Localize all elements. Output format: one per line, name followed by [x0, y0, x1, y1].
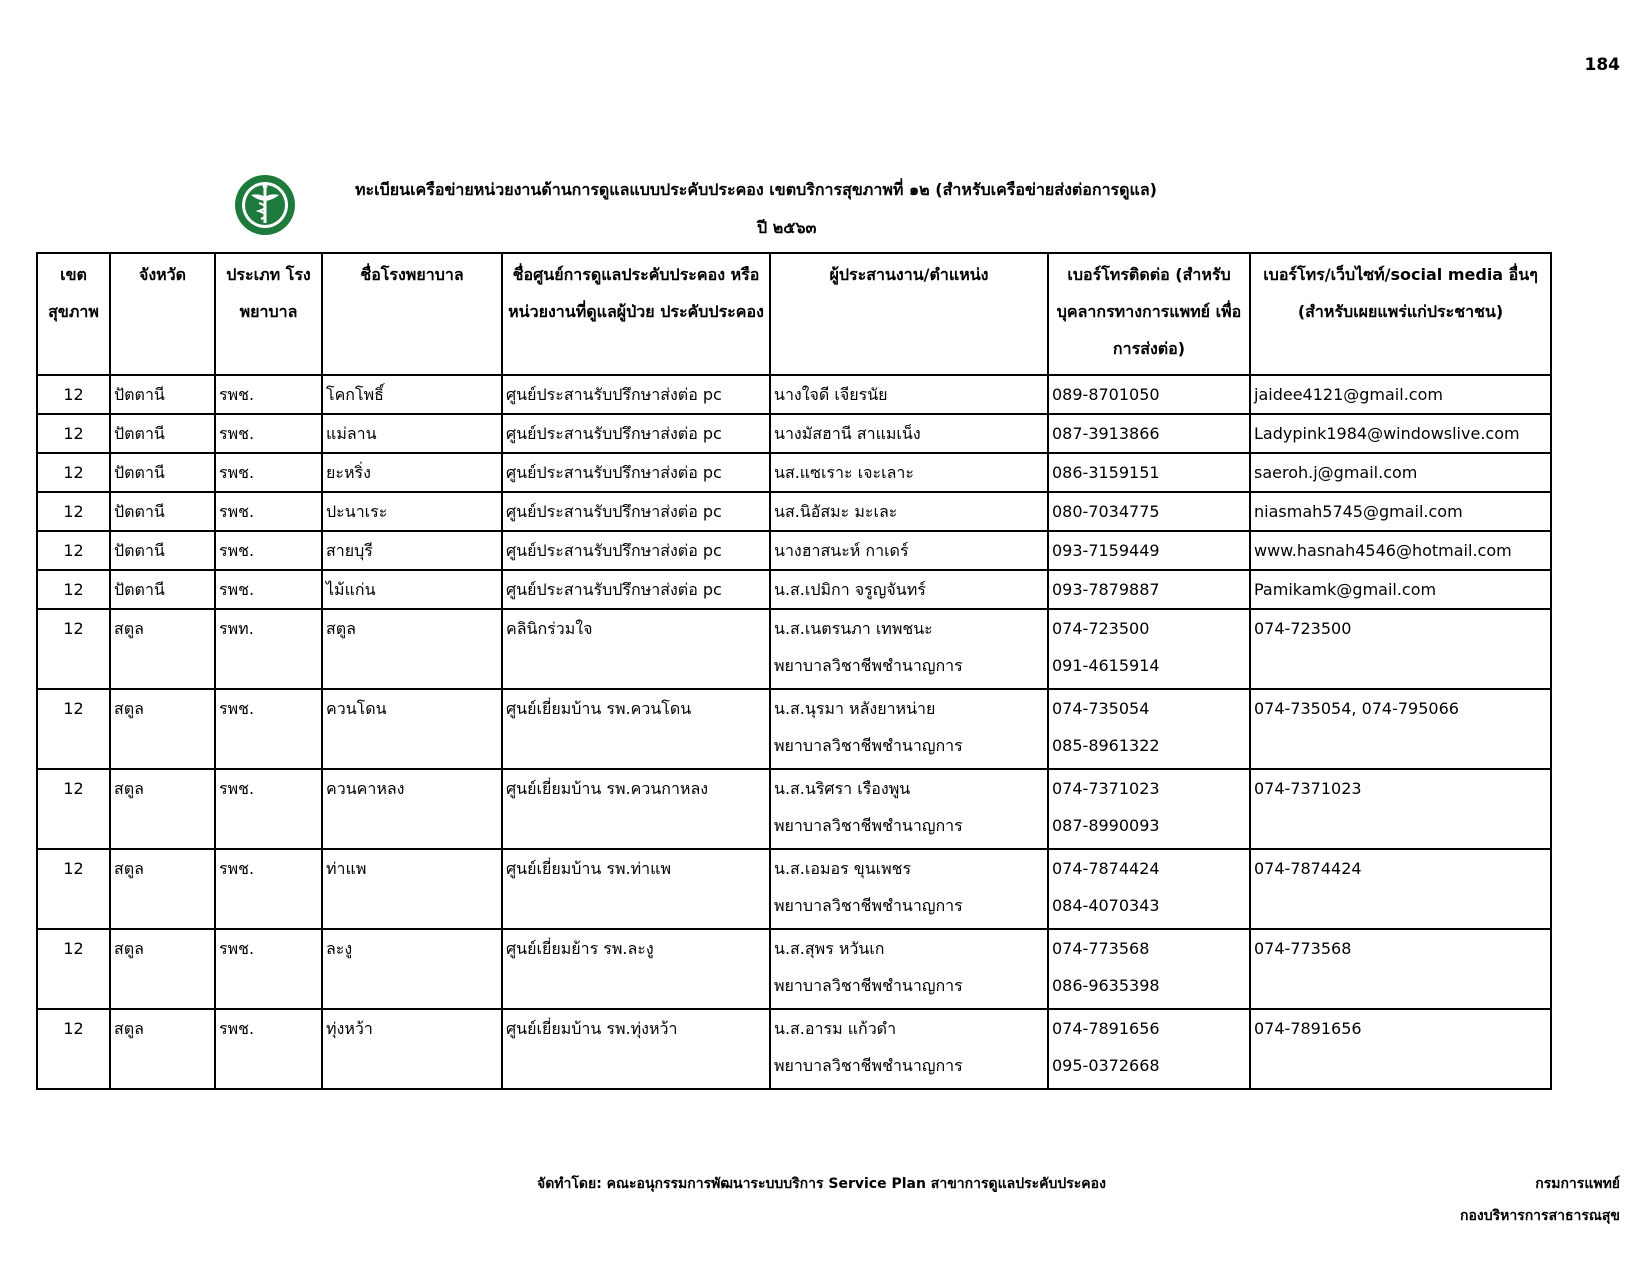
cell-hospital-type-text: รพช.: [219, 859, 255, 878]
cell-public-contact: [1250, 375, 1551, 414]
cell-public-contact-text: 074-7891656: [1254, 1019, 1362, 1038]
ministry-seal-icon: [233, 173, 297, 237]
cell-hospital-name-text: แม่ลาน: [326, 424, 377, 443]
cell-province: [110, 849, 215, 929]
cell-zone: [37, 492, 110, 531]
cell-public-contact: [1250, 609, 1551, 689]
cell-zone: [37, 414, 110, 453]
cell-center: [502, 570, 770, 609]
cell-hospital-name-text: สายบุรี: [326, 541, 373, 560]
cell-public-contact: [1250, 492, 1551, 531]
cell-hospital-name-text: ควนคาหลง: [326, 779, 405, 798]
cell-public-contact: [1250, 929, 1551, 1009]
cell-zone-text: 12: [63, 424, 84, 443]
cell-public-contact-text: Pamikamk@gmail.com: [1254, 580, 1437, 599]
table-row: [37, 609, 1551, 689]
cell-medical-phone-text: 093-7159449: [1052, 541, 1160, 560]
cell-center-text: ศูนย์ประสานรับปรึกษาส่งต่อ pc: [506, 502, 722, 521]
cell-center: [502, 609, 770, 689]
table-row: [37, 414, 1551, 453]
cell-center: [502, 414, 770, 453]
cell-coordinator-text: พยาบาลวิชาชีพชำนาญการ: [774, 816, 963, 835]
table-row: [37, 570, 1551, 609]
cell-hospital-name-text: ยะหริ่ง: [326, 463, 371, 482]
cell-hospital-type: [215, 414, 322, 453]
cell-coordinator: [770, 414, 1048, 453]
footer-prepared-by: จัดทำโดย: คณะอนุกรรมการพัฒนาระบบบริการ Service Plan สาขาการดูแลประคับประคอง: [537, 1176, 1106, 1192]
cell-zone: [37, 609, 110, 689]
cell-medical-phone-text: 074-723500: [1052, 619, 1150, 638]
cell-hospital-name: [322, 414, 502, 453]
table-header-row: [37, 253, 1551, 375]
cell-province: [110, 531, 215, 570]
cell-medical-phone-text: 080-7034775: [1052, 502, 1160, 521]
cell-coordinator-text: พยาบาลวิชาชีพชำนาญการ: [774, 656, 963, 675]
cell-zone: [37, 375, 110, 414]
cell-center: [502, 849, 770, 929]
cell-coordinator: [770, 570, 1048, 609]
table-row: [37, 492, 1551, 531]
cell-hospital-type-text: รพช.: [219, 779, 255, 798]
cell-zone: [37, 769, 110, 849]
cell-hospital-name: [322, 570, 502, 609]
cell-center: [502, 689, 770, 769]
cell-coordinator-text: น.ส.เปมิกา จรูญจันทร์: [774, 580, 926, 599]
cell-province: [110, 453, 215, 492]
cell-province-text: ปัตตานี: [114, 541, 165, 560]
cell-medical-phone: [1048, 492, 1250, 531]
cell-public-contact-text: 074-7371023: [1254, 779, 1362, 798]
cell-zone: [37, 849, 110, 929]
header-medical-phone: เบอร์โทรติดต่อ (สำหรับ บุคลากรทางการแพทย์ เพื่อการส่งต่อ): [1048, 253, 1250, 375]
cell-province-text: สตูล: [114, 1019, 144, 1038]
cell-zone: [37, 453, 110, 492]
cell-public-contact: [1250, 1009, 1551, 1089]
cell-hospital-type: [215, 849, 322, 929]
cell-province-text: สตูล: [114, 699, 144, 718]
cell-public-contact-text: www.hasnah4546@hotmail.com: [1254, 541, 1512, 560]
cell-medical-phone-text: 086-9635398: [1052, 976, 1160, 995]
header-hospital-name: ชื่อโรงพยาบาล: [322, 253, 502, 375]
cell-province-text: สตูล: [114, 859, 144, 878]
footer-division: กองบริหารการสาธารณสุข: [1459, 1208, 1620, 1224]
cell-hospital-name: [322, 689, 502, 769]
table-row: [37, 453, 1551, 492]
cell-hospital-type-text: รพช.: [219, 699, 255, 718]
cell-hospital-type: [215, 689, 322, 769]
table-row: [37, 531, 1551, 570]
cell-coordinator: [770, 1009, 1048, 1089]
cell-medical-phone-text: 074-7891656: [1052, 1019, 1160, 1038]
cell-coordinator-text: น.ส.เอมอร ขุนเพชร: [774, 859, 912, 878]
cell-coordinator: [770, 849, 1048, 929]
cell-center: [502, 531, 770, 570]
cell-public-contact: [1250, 769, 1551, 849]
cell-medical-phone-text: 074-773568: [1052, 939, 1150, 958]
cell-hospital-type: [215, 769, 322, 849]
cell-province: [110, 414, 215, 453]
cell-public-contact: [1250, 689, 1551, 769]
cell-coordinator-text: น.ส.อารม แก้วดำ: [774, 1019, 897, 1038]
cell-coordinator-text: นางฮาสนะห์ กาเดร์: [774, 541, 909, 560]
cell-medical-phone: [1048, 609, 1250, 689]
cell-public-contact-text: saeroh.j@gmail.com: [1254, 463, 1418, 482]
cell-medical-phone-text: 091-4615914: [1052, 656, 1160, 675]
cell-medical-phone-text: 074-7371023: [1052, 779, 1160, 798]
cell-medical-phone-text: 095-0372668: [1052, 1056, 1160, 1075]
cell-hospital-name-text: ละงู: [326, 939, 353, 958]
cell-center-text: ศูนย์ประสานรับปรึกษาส่งต่อ pc: [506, 541, 722, 560]
cell-hospital-name: [322, 769, 502, 849]
cell-coordinator: [770, 769, 1048, 849]
table-row: [37, 375, 1551, 414]
cell-hospital-type: [215, 375, 322, 414]
cell-coordinator-text: นส.แซเราะ เจะเลาะ: [774, 463, 914, 482]
cell-zone: [37, 689, 110, 769]
cell-zone: [37, 531, 110, 570]
cell-hospital-type-text: รพช.: [219, 385, 255, 404]
cell-zone-text: 12: [63, 580, 84, 599]
cell-public-contact: [1250, 570, 1551, 609]
cell-province: [110, 769, 215, 849]
cell-hospital-type: [215, 492, 322, 531]
cell-medical-phone-text: 093-7879887: [1052, 580, 1160, 599]
cell-medical-phone: [1048, 453, 1250, 492]
cell-hospital-type-text: รพช.: [219, 463, 255, 482]
cell-hospital-type-text: รพช.: [219, 424, 255, 443]
cell-hospital-name-text: ทุ่งหว้า: [326, 1019, 373, 1038]
cell-province-text: สตูล: [114, 619, 144, 638]
cell-hospital-name: [322, 375, 502, 414]
cell-coordinator-text: น.ส.นริศรา เรืองพูน: [774, 779, 911, 798]
cell-center-text: ศูนย์เยี่ยมบ้าน รพ.ทุ่งหว้า: [506, 1019, 678, 1038]
cell-coordinator: [770, 492, 1048, 531]
cell-hospital-name: [322, 1009, 502, 1089]
cell-zone-text: 12: [63, 859, 84, 878]
cell-medical-phone-text: 084-4070343: [1052, 896, 1160, 915]
cell-medical-phone: [1048, 929, 1250, 1009]
cell-hospital-type-text: รพท.: [219, 619, 254, 638]
cell-zone-text: 12: [63, 541, 84, 560]
cell-zone: [37, 1009, 110, 1089]
cell-province: [110, 570, 215, 609]
cell-center-text: ศูนย์ประสานรับปรึกษาส่งต่อ pc: [506, 580, 722, 599]
cell-center: [502, 492, 770, 531]
cell-public-contact-text: 074-7874424: [1254, 859, 1362, 878]
cell-zone-text: 12: [63, 1019, 84, 1038]
cell-hospital-type-text: รพช.: [219, 580, 255, 599]
cell-coordinator-text: พยาบาลวิชาชีพชำนาญการ: [774, 896, 963, 915]
cell-coordinator-text: พยาบาลวิชาชีพชำนาญการ: [774, 1056, 963, 1075]
table-row: [37, 769, 1551, 849]
cell-center-text: ศูนย์เยี่ยมบ้าน รพ.ควนกาหลง: [506, 779, 709, 798]
cell-zone-text: 12: [63, 699, 84, 718]
table-row: [37, 849, 1551, 929]
cell-zone-text: 12: [63, 463, 84, 482]
table-row: [37, 929, 1551, 1009]
cell-hospital-name: [322, 849, 502, 929]
cell-coordinator-text: พยาบาลวิชาชีพชำนาญการ: [774, 736, 963, 755]
cell-medical-phone: [1048, 570, 1250, 609]
cell-center-text: คลินิกร่วมใจ: [506, 619, 593, 638]
footer-department: กรมการแพทย์: [1535, 1176, 1620, 1192]
cell-hospital-type: [215, 453, 322, 492]
cell-zone-text: 12: [63, 385, 84, 404]
cell-medical-phone-text: 085-8961322: [1052, 736, 1160, 755]
cell-zone-text: 12: [63, 619, 84, 638]
cell-hospital-type: [215, 609, 322, 689]
cell-center: [502, 375, 770, 414]
cell-coordinator: [770, 929, 1048, 1009]
cell-public-contact-text: jaidee4121@gmail.com: [1254, 385, 1443, 404]
cell-coordinator-text: นางมัสฮานี สาแมเน็ง: [774, 424, 921, 443]
cell-hospital-name: [322, 492, 502, 531]
cell-hospital-type: [215, 531, 322, 570]
cell-province: [110, 609, 215, 689]
cell-province: [110, 689, 215, 769]
cell-coordinator: [770, 689, 1048, 769]
header-center: ชื่อศูนย์การดูแลประคับประคอง หรือ หน่วยงานที่ดูแลผู้ป่วย ประคับประคอง: [502, 253, 770, 375]
cell-medical-phone-text: 087-3913866: [1052, 424, 1160, 443]
cell-hospital-name: [322, 609, 502, 689]
cell-medical-phone: [1048, 414, 1250, 453]
cell-medical-phone-text: 074-7874424: [1052, 859, 1160, 878]
cell-hospital-type: [215, 929, 322, 1009]
cell-coordinator: [770, 609, 1048, 689]
cell-coordinator: [770, 375, 1048, 414]
registry-table: [36, 252, 1552, 1090]
cell-hospital-name-text: ควนโดน: [326, 699, 387, 718]
cell-hospital-name: [322, 453, 502, 492]
cell-medical-phone: [1048, 689, 1250, 769]
cell-hospital-type-text: รพช.: [219, 502, 255, 521]
cell-province: [110, 929, 215, 1009]
cell-public-contact: [1250, 414, 1551, 453]
cell-center: [502, 929, 770, 1009]
cell-center-text: ศูนย์ประสานรับปรึกษาส่งต่อ pc: [506, 385, 722, 404]
cell-province: [110, 492, 215, 531]
cell-center: [502, 1009, 770, 1089]
cell-public-contact-text: 074-723500: [1254, 619, 1352, 638]
header-province: จังหวัด: [110, 253, 215, 375]
cell-province-text: สตูล: [114, 779, 144, 798]
cell-medical-phone: [1048, 1009, 1250, 1089]
cell-province-text: สตูล: [114, 939, 144, 958]
cell-center-text: ศูนย์เยี่ยมบ้าน รพ.ควนโดน: [506, 699, 692, 718]
header-zone: เขต สุขภาพ: [37, 253, 110, 375]
cell-hospital-type-text: รพช.: [219, 939, 255, 958]
cell-hospital-name-text: สตูล: [326, 619, 356, 638]
cell-coordinator: [770, 531, 1048, 570]
cell-province-text: ปัตตานี: [114, 502, 165, 521]
cell-center-text: ศูนย์เยี่ยมย้าร รพ.ละงู: [506, 939, 654, 958]
cell-zone: [37, 570, 110, 609]
cell-zone-text: 12: [63, 779, 84, 798]
cell-center: [502, 453, 770, 492]
header-coordinator: ผู้ประสานงาน/ตำแหน่ง: [770, 253, 1048, 375]
cell-public-contact: [1250, 849, 1551, 929]
cell-zone-text: 12: [63, 502, 84, 521]
cell-hospital-name-text: ปะนาเระ: [326, 502, 388, 521]
cell-province: [110, 1009, 215, 1089]
cell-medical-phone-text: 089-8701050: [1052, 385, 1160, 404]
cell-hospital-type: [215, 570, 322, 609]
cell-coordinator-text: พยาบาลวิชาชีพชำนาญการ: [774, 976, 963, 995]
cell-hospital-name-text: ไม้แก่น: [326, 580, 376, 599]
cell-province: [110, 375, 215, 414]
cell-coordinator-text: นางใจดี เจียรนัย: [774, 385, 888, 404]
cell-medical-phone: [1048, 375, 1250, 414]
cell-province-text: ปัตตานี: [114, 385, 165, 404]
cell-public-contact-text: Ladypink1984@windowslive.com: [1254, 424, 1520, 443]
cell-hospital-name-text: โคกโพธิ์: [326, 385, 384, 404]
cell-hospital-name-text: ท่าแพ: [326, 859, 367, 878]
header-public-contact: เบอร์โทร/เว็บไซท์/social media อื่นๆ (สำหรับเผยแพร่แก่ประชาชน): [1250, 253, 1551, 375]
cell-medical-phone-text: 087-8990093: [1052, 816, 1160, 835]
cell-coordinator-text: นส.นิอัสมะ มะเละ: [774, 502, 898, 521]
cell-medical-phone: [1048, 849, 1250, 929]
cell-center-text: ศูนย์เยี่ยมบ้าน รพ.ท่าแพ: [506, 859, 672, 878]
cell-coordinator-text: น.ส.นุรมา หลังยาหน่าย: [774, 699, 936, 718]
cell-center-text: ศูนย์ประสานรับปรึกษาส่งต่อ pc: [506, 463, 722, 482]
cell-public-contact: [1250, 453, 1551, 492]
cell-province-text: ปัตตานี: [114, 463, 165, 482]
cell-public-contact-text: niasmah5745@gmail.com: [1254, 502, 1463, 521]
cell-public-contact-text: 074-773568: [1254, 939, 1352, 958]
cell-zone-text: 12: [63, 939, 84, 958]
cell-medical-phone: [1048, 531, 1250, 570]
cell-hospital-type-text: รพช.: [219, 1019, 255, 1038]
cell-province-text: ปัตตานี: [114, 580, 165, 599]
cell-coordinator: [770, 453, 1048, 492]
header-hospital-type: ประเภท โรงพยาบาล: [215, 253, 322, 375]
document-title: ทะเบียนเครือข่ายหน่วยงานด้านการดูแลแบบประคับประคอง เขตบริการสุขภาพที่ ๑๒ (สำหรับเครือข่ายส่งต่อการดูแล): [355, 180, 1157, 199]
page-number: 184: [1584, 55, 1620, 75]
cell-medical-phone: [1048, 769, 1250, 849]
cell-public-contact: [1250, 531, 1551, 570]
table-row: [37, 1009, 1551, 1089]
cell-medical-phone-text: 086-3159151: [1052, 463, 1160, 482]
cell-public-contact-text: 074-735054, 074-795066: [1254, 699, 1459, 718]
cell-hospital-name: [322, 929, 502, 1009]
document-year: ปี ๒๕๖๓: [757, 218, 817, 237]
cell-center-text: ศูนย์ประสานรับปรึกษาส่งต่อ pc: [506, 424, 722, 443]
table-row: [37, 689, 1551, 769]
cell-zone: [37, 929, 110, 1009]
cell-hospital-type: [215, 1009, 322, 1089]
cell-hospital-name: [322, 531, 502, 570]
cell-coordinator-text: น.ส.สุพร หวันเก: [774, 939, 885, 958]
cell-coordinator-text: น.ส.เนตรนภา เทพชนะ: [774, 619, 933, 638]
cell-medical-phone-text: 074-735054: [1052, 699, 1150, 718]
cell-center: [502, 769, 770, 849]
cell-hospital-type-text: รพช.: [219, 541, 255, 560]
cell-province-text: ปัตตานี: [114, 424, 165, 443]
